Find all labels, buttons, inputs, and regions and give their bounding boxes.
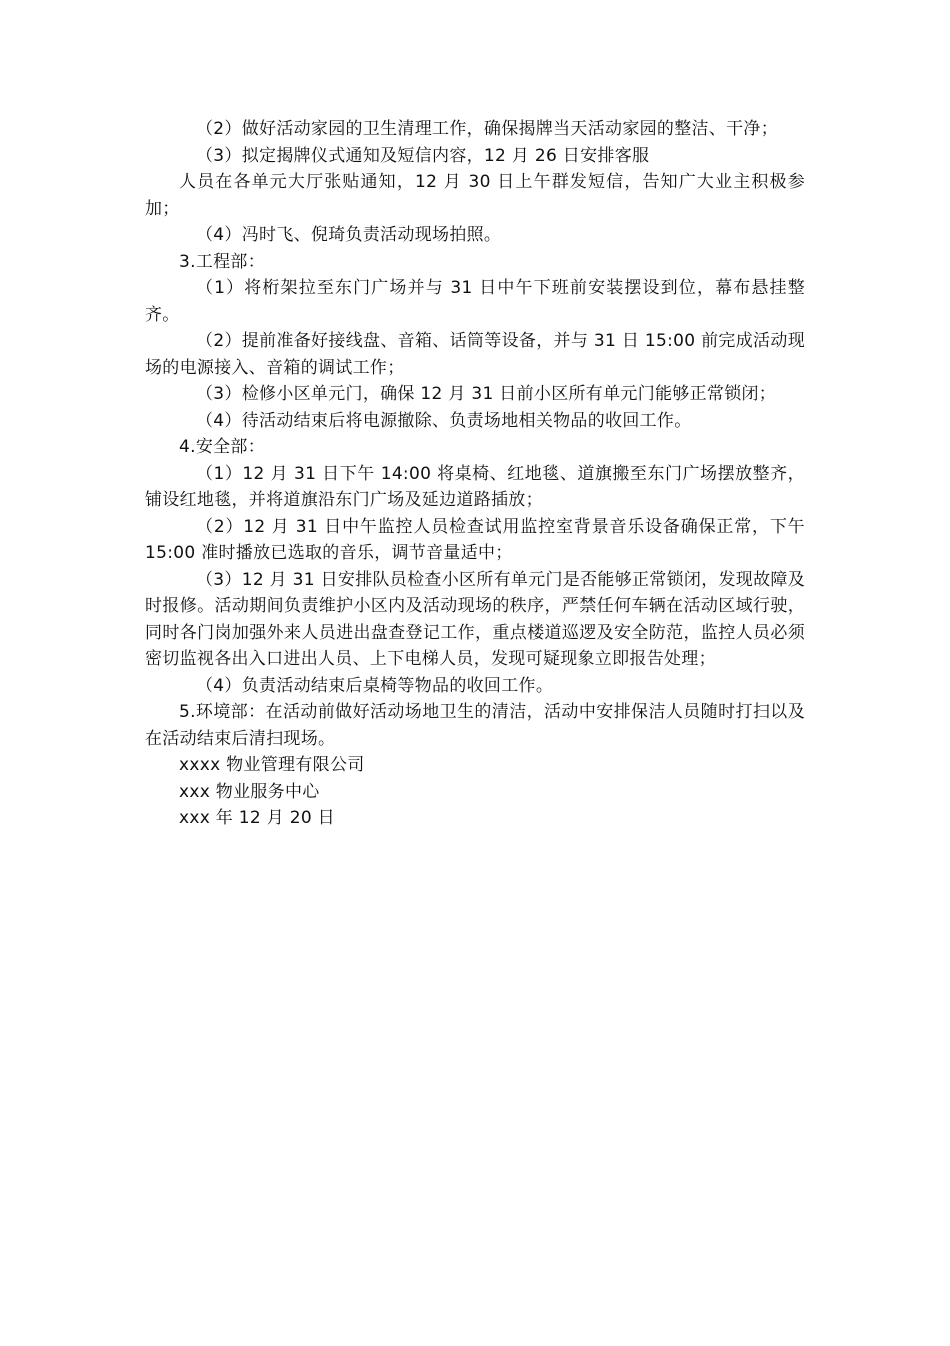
signature-date: xxx 年 12 月 20 日 <box>179 808 335 828</box>
paragraph-3-4: （4）待活动结束后将电源撤除、负责场地相关物品的收回工作。 <box>196 410 692 431</box>
paragraph-4-4: （4）负责活动结束后桌椅等物品的收回工作。 <box>196 675 554 696</box>
paragraph-2-3: （3）拟定揭牌仪式通知及短信内容，12 月 26 日安排客服 <box>196 145 650 166</box>
signature-company: xxxx 物业管理有限公司 <box>179 755 365 775</box>
section-environment: 5.环境部：在活动前做好活动场地卫生的清洁，活动中安排保洁人员随时打扫以及在活动结束后清扫现场。 <box>145 702 805 749</box>
paragraph-2-4: （4）冯时飞、倪琦负责活动现场拍照。 <box>196 225 502 245</box>
section-heading-security: 4.安全部： <box>179 437 266 457</box>
section-heading-engineering: 3.工程部： <box>179 251 266 272</box>
paragraph-4-3: （3）12 月 31 日安排队员检查小区所有单元门是否能够正常锁闭，发现故障及时报修。活动期间负责维护小区内及活动现场的秩序，严禁任何车辆在活动区域行驶，同时各门岗加强外来人员进出盘查登记工作，重点楼道巡逻及安全防范，监控人员必须密切监视各出入口进出人员、上下电梯人员，发现可疑现象立即报告处理； <box>145 569 805 669</box>
signature-service-center: xxx 物业服务中心 <box>179 781 320 802</box>
paragraph-4-1: （1）12 月 31 日下午 14:00 将桌椅、红地毯、道旗搬至东门广场摆放整齐，铺设红地毯，并将道旗沿东门广场及延边道路插放； <box>145 463 805 510</box>
paragraph-2-3-cont: 人员在各单元大厅张贴通知，12 月 30 日上午群发短信，告知广大业主积极参加； <box>145 172 805 219</box>
document-body <box>145 116 805 832</box>
paragraph-2-2: （2）做好活动家园的卫生清理工作，确保揭牌当天活动家园的整洁、干净； <box>196 119 779 139</box>
paragraph-3-1: （1）将桁架拉至东门广场并与 31 日中午下班前安装摆设到位，幕布悬挂整齐。 <box>145 278 805 325</box>
paragraph-3-2: （2）提前准备好接线盘、音箱、话筒等设备，并与 31 日 15:00 前完成活动现场的电源接入、音箱的调试工作； <box>145 331 805 378</box>
paragraph-3-3: （3）检修小区单元门，确保 12 月 31 日前小区所有单元门能够正常锁闭； <box>196 384 777 404</box>
paragraph-4-2: （2）12 月 31 日中午监控人员检查试用监控室背景音乐设备确保正常，下午 15:00 准时播放已选取的音乐，调节音量适中； <box>145 516 805 563</box>
